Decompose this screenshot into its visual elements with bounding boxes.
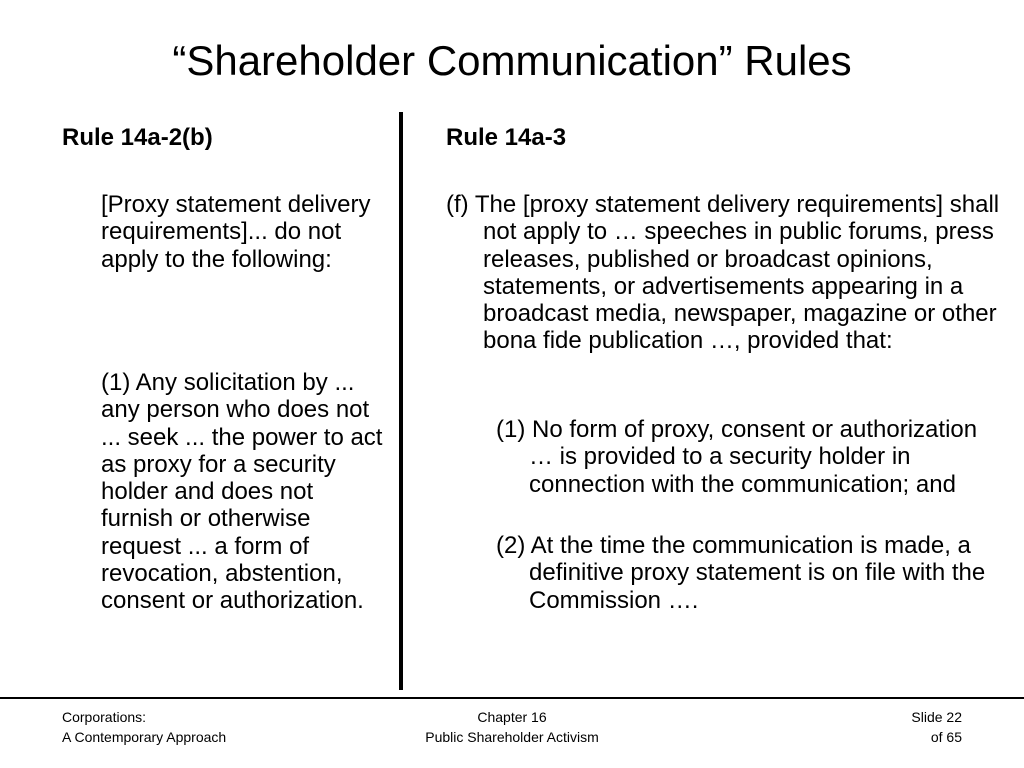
right-column-heading: Rule 14a-3 [446, 124, 567, 151]
left-paragraph-intro: [Proxy statement delivery requirements]... do not apply to the following: [101, 191, 371, 273]
footer-slide-total: of 65 [930, 729, 962, 745]
footer-center [362, 707, 662, 747]
left-paragraph-item-1: (1) Any solicitation by ... any person who does not ... seek ... the power to act as proxy for a security holder and does not furnish or otherwise request ... a form of revocation, abstention, consent or authorization. [101, 369, 383, 615]
column-divider [399, 112, 403, 690]
right-paragraph-f: (f) The [proxy statement delivery requirements] shall not apply to … speeches in public forums, press releases, published or broadcast opinions, statements, or advertisements appearing in a broadcast media, newspaper, magazine or other bona fide publication …, provided that: [446, 191, 1000, 355]
footer-book-title: Corporations: [62, 709, 147, 725]
footer-divider [0, 697, 1024, 699]
left-column-heading: Rule 14a-2(b) [62, 124, 213, 151]
footer-chapter-title: Public Shareholder Activism [425, 729, 599, 745]
footer-book-subtitle: A Contemporary Approach [62, 729, 227, 745]
footer-chapter: Chapter 16 [477, 709, 547, 725]
right-subitem-2: (2) At the time the communication is made, a definitive proxy statement is on file with the Commission …. [496, 532, 986, 614]
footer-slide-number: Slide 22 [911, 709, 962, 725]
footer-right [762, 707, 962, 747]
slide-title: “Shareholder Communication” Rules [172, 37, 852, 84]
footer-left [62, 707, 226, 747]
right-subitem-1: (1) No form of proxy, consent or authorization … is provided to a security holder in connection with the communication; and [496, 416, 978, 498]
